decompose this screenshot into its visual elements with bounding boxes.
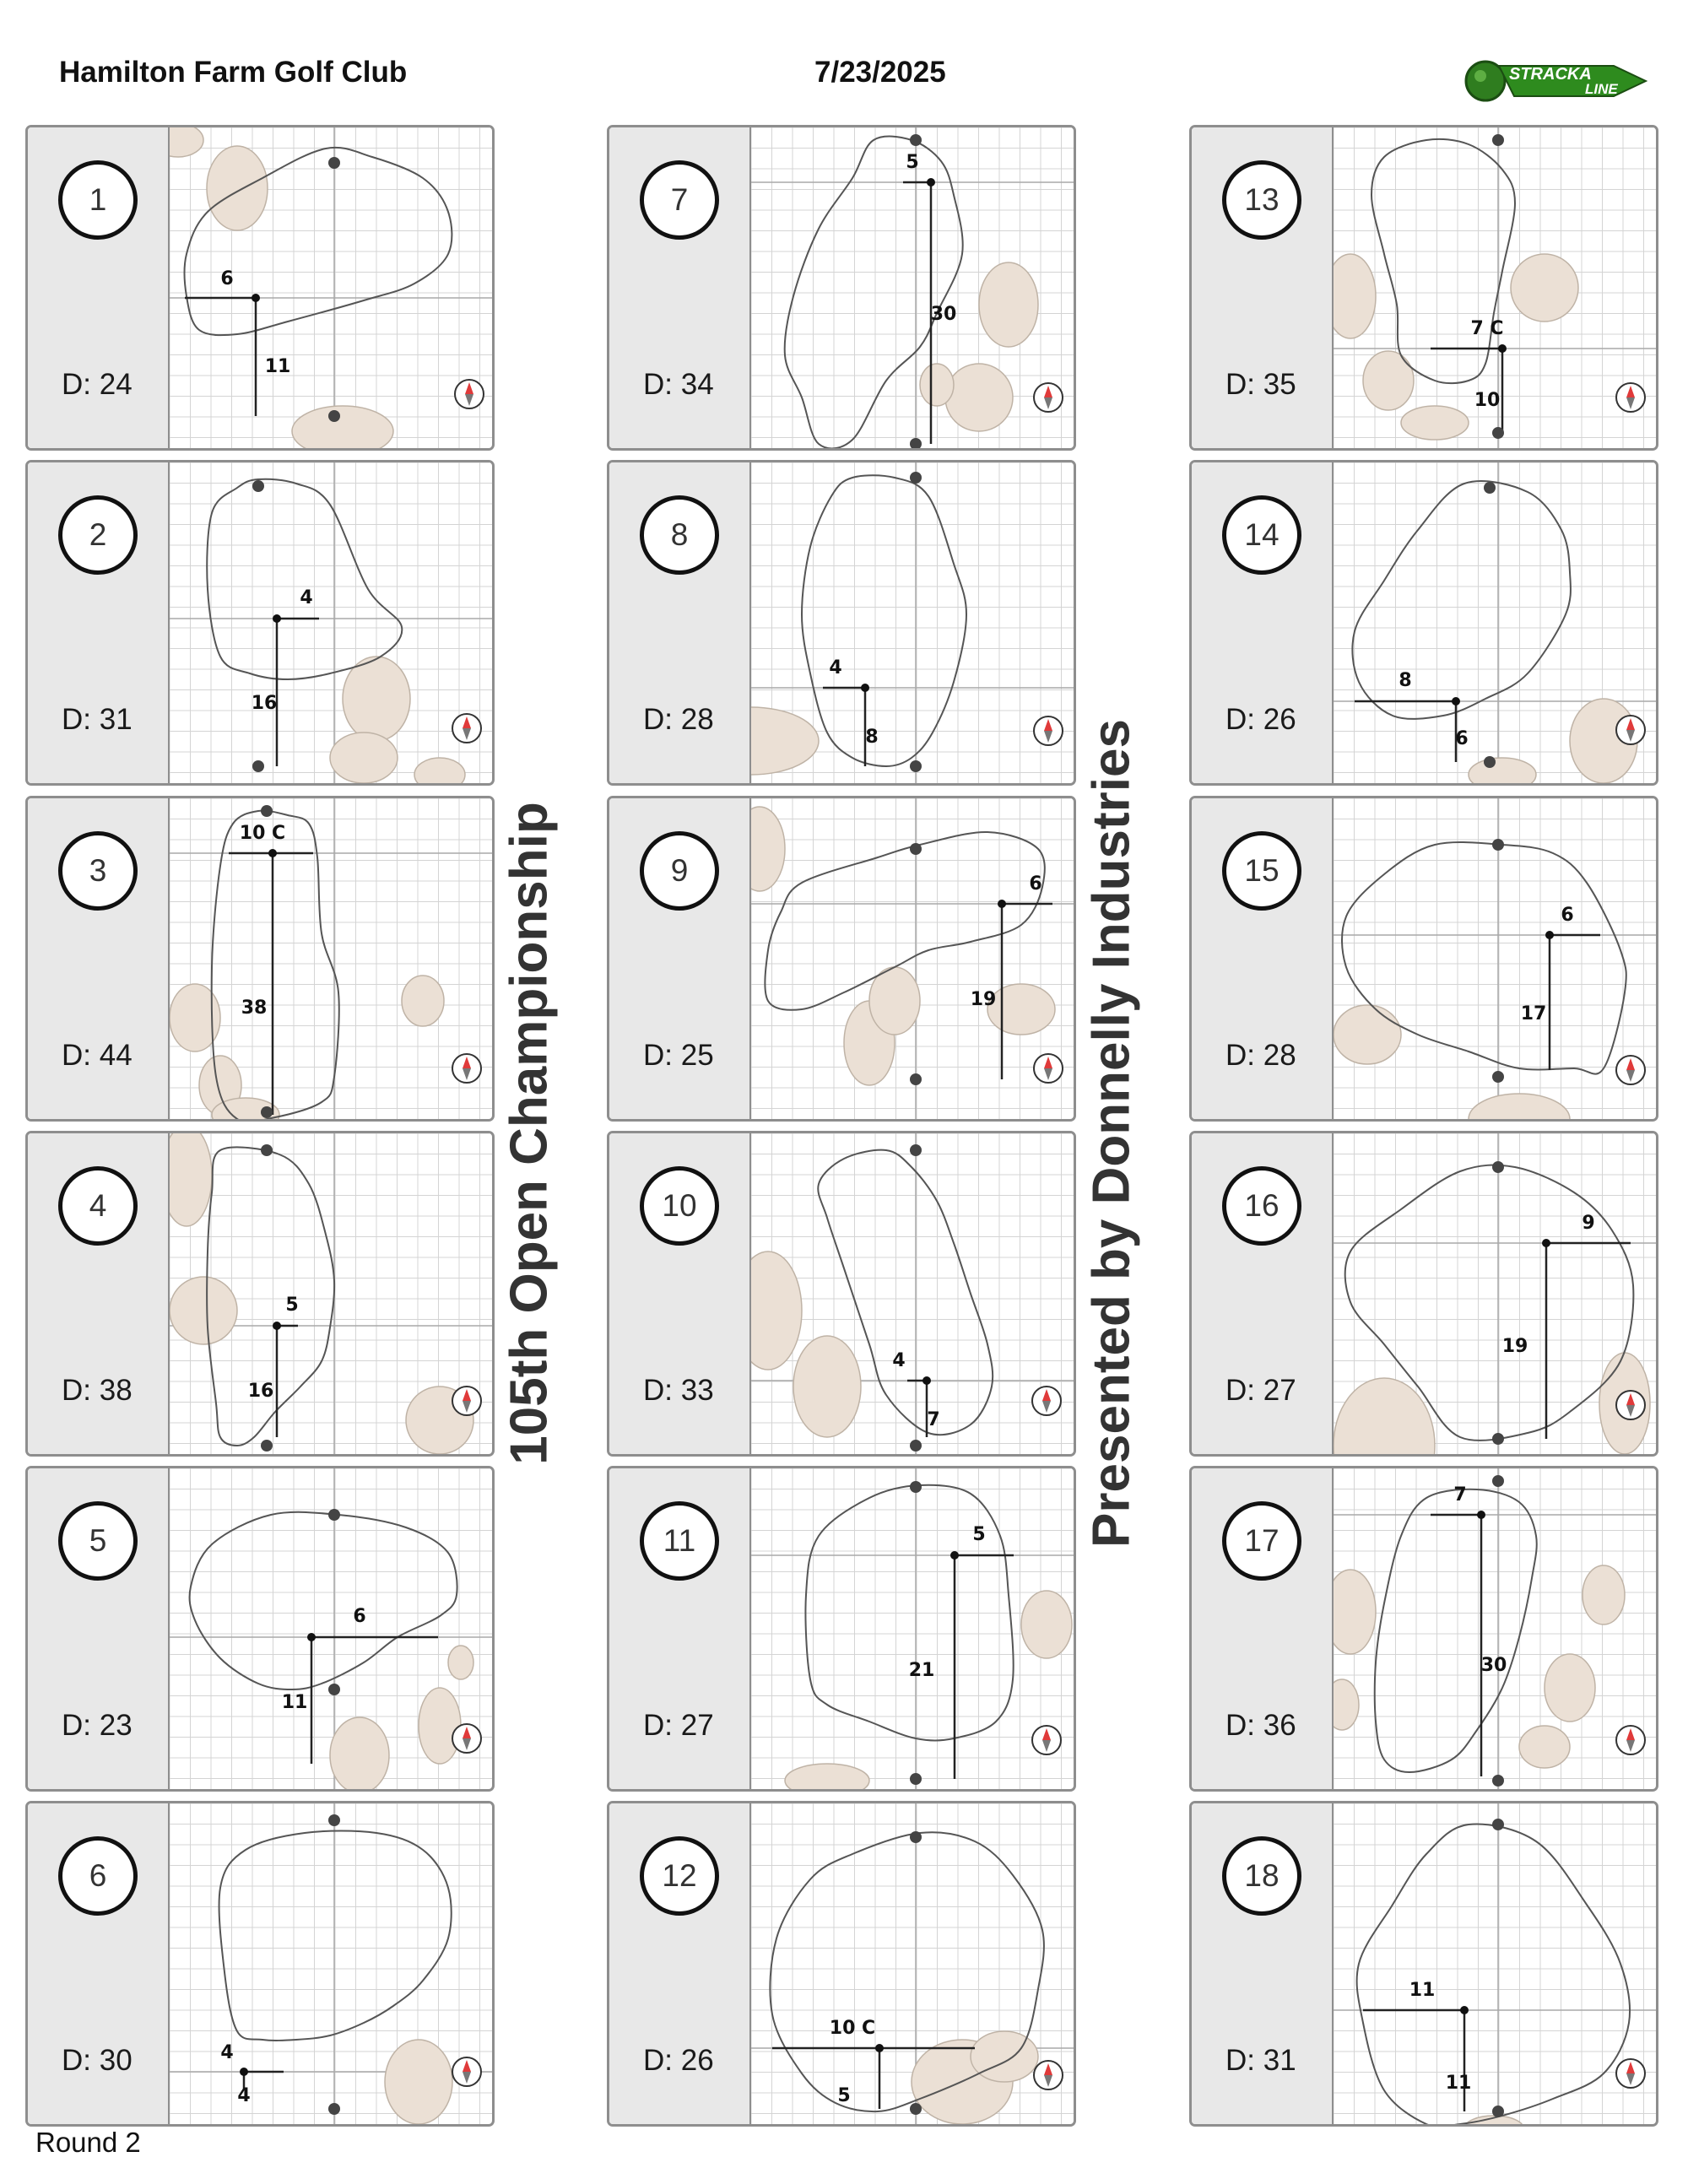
hole-info-panel	[1192, 462, 1334, 783]
hole-number: 18	[1222, 1836, 1301, 1916]
hole-info-panel	[609, 462, 751, 783]
bunker	[1401, 406, 1469, 440]
hole-info-panel	[1192, 1133, 1334, 1454]
hole-card	[25, 1801, 495, 2127]
pin-depth-label: 16	[247, 1381, 274, 1402]
bunker	[1334, 1679, 1359, 1730]
compass-icon	[452, 1054, 481, 1083]
bunker	[785, 1764, 869, 1792]
green-diagram	[751, 798, 1075, 1122]
pin-depth-label: 17	[1520, 1003, 1547, 1024]
hole-card	[1189, 1131, 1658, 1457]
compass-icon	[1034, 716, 1063, 745]
hole-number: 14	[1222, 495, 1301, 575]
green-diagram	[1334, 1468, 1658, 1792]
hole-number: 1	[58, 160, 138, 240]
green-diagram	[1334, 127, 1658, 451]
green-back-marker	[1492, 1775, 1504, 1787]
green-front-marker	[910, 472, 922, 484]
pin-depth-label: 16	[251, 693, 278, 714]
pin-depth-label: 11	[1445, 2073, 1472, 2094]
pin-depth-label: 38	[241, 997, 268, 1019]
bunker	[869, 967, 920, 1035]
pin-location	[861, 684, 869, 692]
hole-info-panel	[28, 462, 170, 783]
pin-offset-label: 9	[1582, 1213, 1595, 1234]
hole-info-panel	[609, 798, 751, 1119]
pin-depth-label: 30	[930, 304, 957, 325]
bunker	[419, 1688, 461, 1764]
hole-card	[607, 796, 1076, 1122]
hole-number: 15	[1222, 831, 1301, 911]
green-back-marker	[910, 1440, 922, 1451]
pin-offset-label: 10 C	[829, 2018, 876, 2039]
hole-card	[607, 125, 1076, 451]
bunker	[1582, 1565, 1625, 1624]
svg-text:LINE: LINE	[1585, 81, 1618, 97]
pin-location	[307, 1633, 316, 1641]
yardage-grid	[170, 462, 494, 786]
bunker	[170, 1133, 212, 1226]
green-back-marker	[1492, 1071, 1504, 1083]
green-depth: D: 44	[62, 1039, 133, 1072]
green-diagram	[170, 798, 494, 1122]
green-front-marker	[1492, 839, 1504, 851]
pin-location	[1542, 1239, 1550, 1247]
green-back-marker	[1492, 2106, 1504, 2117]
hole-info-panel	[28, 127, 170, 448]
hole-number: 11	[640, 1501, 719, 1581]
pin-depth-label: 5	[837, 2085, 851, 2106]
compass-icon	[455, 380, 484, 408]
green-front-marker	[261, 805, 273, 817]
green-back-marker	[328, 1684, 340, 1695]
hole-number: 8	[640, 495, 719, 575]
hole-card	[1189, 1466, 1658, 1792]
hole-card	[25, 1466, 495, 1792]
club-name: Hamilton Farm Golf Club	[59, 56, 408, 89]
green-outline	[1375, 1489, 1537, 1772]
pin-depth-label: 7	[927, 1409, 940, 1430]
pin-offset-label: 5	[285, 1295, 299, 1316]
pin-offset-label: 10 C	[239, 823, 286, 844]
green-depth: D: 27	[1225, 1374, 1296, 1407]
hole-number: 6	[58, 1836, 138, 1916]
hole-number: 16	[1222, 1166, 1301, 1246]
green-front-marker	[910, 1481, 922, 1493]
green-back-marker	[910, 2103, 922, 2115]
green-depth: D: 27	[643, 1709, 714, 1742]
pin-offset-label: 5	[972, 1524, 986, 1545]
compass-icon	[452, 1724, 481, 1753]
pin-location	[950, 1551, 959, 1560]
bunker	[751, 707, 819, 775]
green-depth: D: 30	[62, 2044, 133, 2077]
green-front-marker	[910, 1831, 922, 1843]
hole-card	[25, 460, 495, 786]
hole-info-panel	[1192, 127, 1334, 448]
green-diagram	[170, 462, 494, 786]
pin-location	[1452, 697, 1460, 705]
pin-offset-label: 7	[1453, 1484, 1467, 1506]
hole-card	[1189, 125, 1658, 451]
pin-location	[927, 178, 935, 187]
pin-offset-label: 8	[1399, 670, 1412, 691]
green-depth: D: 28	[1225, 1039, 1296, 1072]
green-depth: D: 25	[643, 1039, 714, 1072]
green-diagram	[751, 1803, 1075, 2127]
hole-number: 2	[58, 495, 138, 575]
pin-location	[1498, 344, 1507, 353]
hole-info-panel	[28, 1468, 170, 1789]
green-outline	[1372, 139, 1515, 383]
compass-icon	[1034, 383, 1063, 412]
green-diagram	[1334, 1133, 1658, 1457]
pin-depth-label: 19	[970, 989, 997, 1010]
hole-info-panel	[609, 1803, 751, 2124]
hole-card	[607, 1131, 1076, 1457]
bunker	[979, 262, 1038, 347]
bunker	[207, 146, 268, 230]
hole-number: 13	[1222, 160, 1301, 240]
green-back-marker	[261, 1440, 273, 1451]
hole-card	[607, 1466, 1076, 1792]
green-diagram	[1334, 798, 1658, 1122]
bunker	[414, 758, 465, 786]
hole-number: 12	[640, 1836, 719, 1916]
bunker	[170, 1277, 237, 1344]
green-depth: D: 36	[1225, 1709, 1296, 1742]
bunker	[987, 984, 1055, 1035]
pin-depth-label: 11	[281, 1692, 308, 1713]
green-depth: D: 33	[643, 1374, 714, 1407]
hole-card	[607, 1801, 1076, 2127]
bunker	[793, 1336, 861, 1437]
yardage-grid	[1334, 1803, 1658, 2127]
green-front-marker	[1492, 134, 1504, 146]
bunker	[1363, 351, 1414, 410]
hole-info-panel	[1192, 1468, 1334, 1789]
green-depth: D: 38	[62, 1374, 133, 1407]
hole-card	[1189, 1801, 1658, 2127]
green-outline	[190, 1512, 457, 1689]
pin-offset-label: 6	[353, 1606, 366, 1627]
hole-number: 17	[1222, 1501, 1301, 1581]
pin-offset-label: 4	[829, 657, 842, 678]
green-diagram	[170, 1468, 494, 1792]
green-front-marker	[328, 1814, 340, 1826]
green-front-marker	[1492, 1161, 1504, 1173]
bunker	[1469, 1094, 1570, 1122]
hole-number: 4	[58, 1166, 138, 1246]
green-depth: D: 28	[643, 703, 714, 736]
pin-location	[998, 900, 1006, 908]
event-date: 7/23/2025	[814, 56, 946, 89]
green-depth: D: 24	[62, 368, 133, 401]
bunker	[385, 2040, 452, 2124]
hole-info-panel	[609, 1133, 751, 1454]
pin-location	[273, 614, 281, 623]
bunker	[1519, 1726, 1570, 1768]
compass-icon	[1032, 1387, 1061, 1415]
hole-info-panel	[28, 1803, 170, 2124]
compass-icon	[1616, 1391, 1645, 1419]
compass-icon	[1616, 1726, 1645, 1754]
bunker	[402, 976, 444, 1026]
green-depth: D: 23	[62, 1709, 133, 1742]
green-diagram	[1334, 462, 1658, 786]
bunker	[751, 1251, 802, 1370]
pin-location	[240, 2068, 248, 2076]
compass-icon	[452, 714, 481, 743]
bunker	[330, 733, 398, 783]
hole-card	[1189, 796, 1658, 1122]
green-front-marker	[910, 843, 922, 855]
green-depth: D: 31	[1225, 2044, 1296, 2077]
championship-title: 105th Open Championship	[500, 802, 559, 1465]
pin-depth-label: 21	[908, 1660, 935, 1681]
green-depth: D: 35	[1225, 368, 1296, 401]
pin-location	[1460, 2006, 1469, 2014]
hole-info-panel	[1192, 798, 1334, 1119]
green-diagram	[751, 1133, 1075, 1457]
pin-location	[875, 2044, 884, 2052]
pin-offset-label: 11	[1409, 1980, 1436, 2001]
bunker	[1469, 758, 1536, 786]
hole-info-panel	[1192, 1803, 1334, 2124]
green-outline	[802, 475, 966, 766]
hole-number: 3	[58, 831, 138, 911]
pin-location	[273, 1322, 281, 1330]
sponsor-title: Presented by Donnelly Industries	[1082, 719, 1141, 1548]
compass-icon	[1034, 2061, 1063, 2089]
green-diagram	[170, 1803, 494, 2127]
hole-number: 9	[640, 831, 719, 911]
pin-offset-label: 4	[300, 587, 313, 608]
pin-offset-label: 4	[892, 1350, 906, 1371]
hole-info-panel	[609, 127, 751, 448]
compass-icon	[1616, 2059, 1645, 2088]
pin-depth-label: 30	[1480, 1655, 1507, 1676]
pin-offset-label: 6	[1029, 873, 1042, 895]
green-front-marker	[1484, 482, 1496, 494]
pin-location	[1545, 931, 1554, 939]
bunker	[343, 657, 410, 741]
green-depth: D: 34	[643, 368, 714, 401]
bunker	[292, 406, 393, 451]
green-diagram	[1334, 1803, 1658, 2127]
green-back-marker	[910, 1073, 922, 1085]
bunker	[170, 127, 203, 157]
green-outline	[1352, 481, 1571, 719]
green-depth: D: 26	[1225, 703, 1296, 736]
green-front-marker	[1492, 1475, 1504, 1487]
hole-info-panel	[28, 798, 170, 1119]
green-diagram	[751, 462, 1075, 786]
bunker	[945, 364, 1013, 431]
svg-text:STRACKA: STRACKA	[1509, 65, 1592, 84]
bunker	[1545, 1654, 1595, 1722]
hole-card	[25, 1131, 495, 1457]
green-back-marker	[261, 1106, 273, 1118]
pin-location	[1477, 1511, 1485, 1519]
bunker	[1334, 1005, 1401, 1064]
green-front-marker	[910, 1144, 922, 1156]
pin-offset-label: 4	[220, 2042, 234, 2063]
hole-info-panel	[28, 1133, 170, 1454]
yardage-grid	[1334, 1468, 1658, 1792]
pin-depth-label: 10	[1474, 390, 1501, 411]
compass-icon	[1032, 1726, 1061, 1754]
pin-depth-label: 4	[237, 2085, 251, 2106]
green-front-marker	[328, 1509, 340, 1521]
green-front-marker	[252, 480, 264, 492]
hole-info-panel	[609, 1468, 751, 1789]
stracka-line-logo	[1458, 51, 1647, 110]
green-back-marker	[910, 438, 922, 450]
hole-card	[25, 125, 495, 451]
pin-location	[252, 294, 260, 302]
bunker	[1511, 254, 1578, 322]
green-diagram	[170, 127, 494, 451]
pin-location	[922, 1376, 931, 1385]
green-back-marker	[1492, 1433, 1504, 1445]
green-outline	[207, 479, 402, 679]
green-depth: D: 26	[643, 2044, 714, 2077]
green-front-marker	[910, 134, 922, 146]
round-label: Round 2	[35, 2127, 141, 2158]
bunker	[1021, 1591, 1072, 1658]
bunker	[971, 2031, 1038, 2082]
pin-offset-label: 6	[220, 268, 234, 289]
green-back-marker	[910, 760, 922, 772]
compass-icon	[1616, 1056, 1645, 1084]
bunker	[920, 364, 954, 406]
compass-icon	[1034, 1054, 1063, 1083]
bunker	[330, 1717, 389, 1792]
bunker	[448, 1646, 473, 1679]
green-back-marker	[328, 410, 340, 422]
green-outline	[1357, 1824, 1630, 2127]
pin-depth-label: 6	[1455, 728, 1469, 749]
green-diagram	[751, 1468, 1075, 1792]
hole-card	[1189, 460, 1658, 786]
bunker	[1334, 1570, 1376, 1654]
green-front-marker	[328, 157, 340, 169]
green-front-marker	[1492, 1819, 1504, 1830]
pin-offset-label: 6	[1561, 905, 1574, 926]
green-back-marker	[1484, 756, 1496, 768]
bunker	[1334, 254, 1376, 338]
compass-icon	[452, 2057, 481, 2086]
compass-icon	[1616, 716, 1645, 744]
hole-card	[25, 796, 495, 1122]
green-back-marker	[1492, 427, 1504, 439]
compass-icon	[1616, 383, 1645, 412]
green-front-marker	[261, 1144, 273, 1156]
pin-offset-label: 5	[906, 152, 919, 173]
pin-depth-label: 8	[865, 727, 879, 748]
hole-number: 7	[640, 160, 719, 240]
green-back-marker	[328, 2103, 340, 2115]
pin-depth-label: 11	[264, 356, 291, 377]
green-diagram	[170, 1133, 494, 1457]
hole-number: 10	[640, 1166, 719, 1246]
hole-card	[607, 460, 1076, 786]
green-back-marker	[252, 760, 264, 772]
green-depth: D: 31	[62, 703, 133, 736]
green-back-marker	[910, 1773, 922, 1785]
green-diagram	[751, 127, 1075, 451]
pin-location	[268, 849, 277, 857]
compass-icon	[452, 1387, 481, 1415]
pin-depth-label: 19	[1501, 1336, 1528, 1357]
pin-offset-label: 7 C	[1470, 318, 1504, 339]
hole-number: 5	[58, 1501, 138, 1581]
